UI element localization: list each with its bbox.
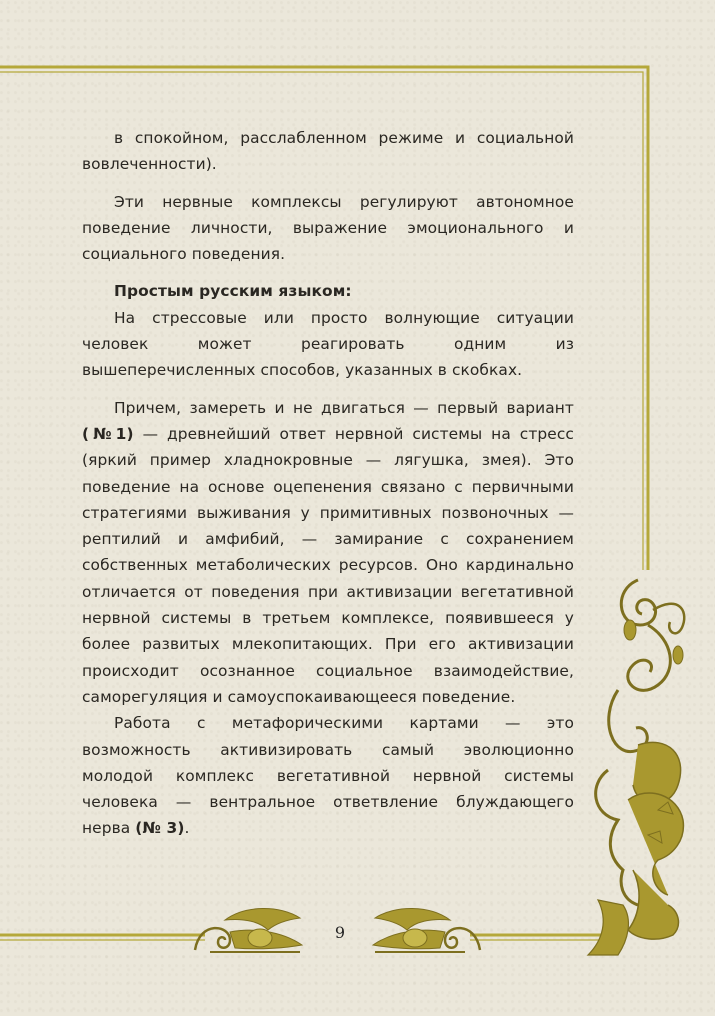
paragraph-continuation: в спокойном, расслабленном режиме и социальной вовлеченности). <box>82 129 574 174</box>
page-number: 9 <box>334 923 346 942</box>
paragraph-metaphoric-cards <box>82 710 574 841</box>
marker-no3: (№ 3) <box>135 819 185 838</box>
footer-left-ornament-icon <box>190 900 310 960</box>
paragraph-nervous-complexes: Эти нервные комплексы регулируют автономное поведение личности, выражение эмоционального и социального поведения. <box>82 192 574 264</box>
marker-no1: (№1) <box>82 424 134 443</box>
section-heading: Простым русским языком: <box>114 282 352 301</box>
paragraph-cards-part-b: . <box>184 819 190 838</box>
paragraph-stress-reaction: На стрессовые или просто волнующие ситуации человек может реагировать одним из вышеперечисленных способов, указанных в скобках. <box>82 308 574 380</box>
paragraph-freeze-part-a: Причем, замереть и не двигаться — первый вариант <box>114 398 574 417</box>
paragraph-cards-part-a: Работа с метафорическими картами — это возможность активизировать самый эволюционно молодой комплекс вегетативной нервной системы человека — вентральное ответвление блуждающего нерва <box>82 714 574 838</box>
griffin-ornament-icon <box>578 570 715 960</box>
paragraph-freeze-response <box>82 395 574 711</box>
body-text <box>82 125 574 853</box>
paragraph-freeze-part-b: — древнейший ответ нервной системы на стресс (яркий пример хладнокровные — лягушка, змея). Это поведение на основе оцепенения связано с первичными стратегиями выживания у примитивных позвоночных — рептилий и амфибий, — замирание с сохранением собственных метаболических ресурсов. Оно кардинально отличается от поведения при активизации вегетативной нервной системы в третьем комплексе, появившееся у более развитых млекопитающих. При его активизации происходит осознанное социальное взаимодействие, саморегуляция и самоуспокаивающееся поведение. <box>82 424 574 706</box>
footer-right-ornament-icon <box>365 900 485 960</box>
